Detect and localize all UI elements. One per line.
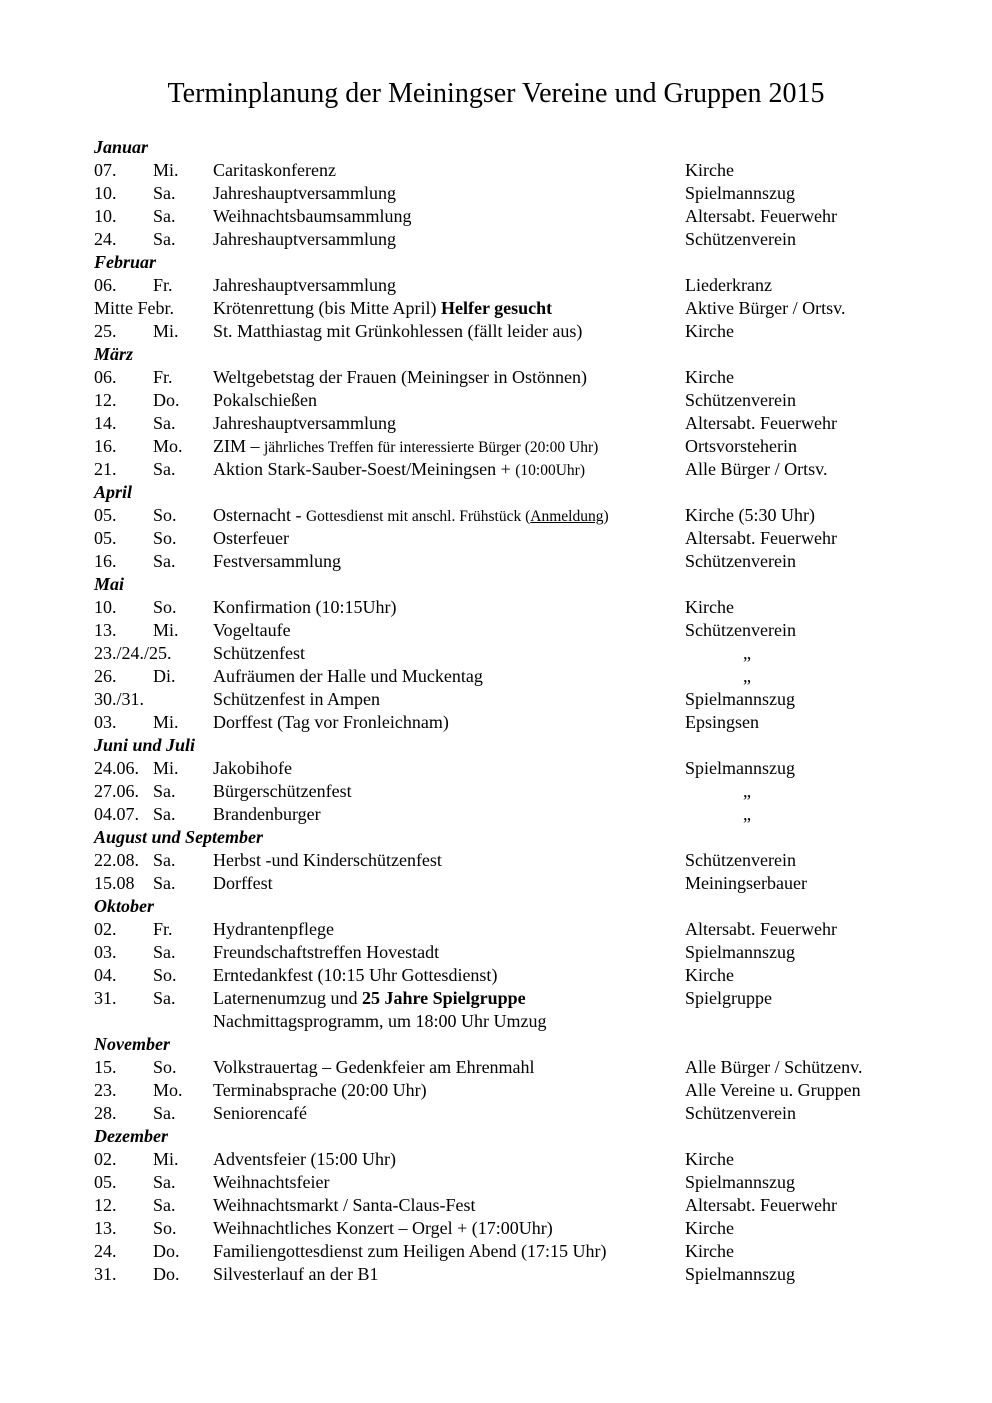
- event-organizer: Alle Vereine u. Gruppen: [685, 1080, 861, 1100]
- event-organizer: Altersabt. Feuerwehr: [685, 413, 837, 433]
- event-organizer: Kirche: [685, 1241, 734, 1261]
- event-text-segment: ): [603, 508, 609, 525]
- event-row: [94, 964, 974, 987]
- event-date: 16.: [94, 436, 117, 456]
- event-date: 15.: [94, 1057, 117, 1077]
- event-organizer: „: [743, 666, 751, 686]
- event-row: [94, 803, 974, 826]
- event-weekday: So.: [153, 1057, 177, 1077]
- event-organizer: „: [743, 643, 751, 663]
- month-heading: April: [94, 482, 133, 502]
- event-row: [94, 504, 974, 527]
- event-text-segment: Weihnachtliches Konzert – Orgel + (17:00Uhr): [213, 1218, 553, 1238]
- event-description: [213, 711, 449, 734]
- event-date: 12.: [94, 390, 117, 410]
- event-row: [94, 389, 974, 412]
- event-row: [94, 550, 974, 573]
- event-text-segment: Konfirmation (10:15Uhr): [213, 597, 397, 617]
- event-weekday: Sa.: [153, 229, 176, 249]
- month-heading: Mai: [94, 574, 125, 594]
- event-text-segment: Jahreshauptversammlung: [213, 275, 396, 295]
- event-text-segment: Adventsfeier (15:00 Uhr): [213, 1149, 396, 1169]
- event-description: [213, 1240, 606, 1263]
- event-weekday: Di.: [153, 666, 176, 686]
- event-text-segment: Gottesdienst mit anschl. Frühstück (: [305, 508, 531, 525]
- event-text-segment: Familiengottesdienst zum Heiligen Abend (17:15 Uhr): [213, 1241, 607, 1261]
- event-text-segment: Anmeldung: [530, 508, 604, 525]
- event-organizer: Liederkranz: [685, 275, 772, 295]
- event-organizer: Kirche: [685, 1218, 734, 1238]
- event-organizer: Spielgruppe: [685, 988, 772, 1008]
- event-weekday: Mi.: [153, 620, 179, 640]
- event-weekday: Fr.: [153, 367, 173, 387]
- event-weekday: Sa.: [153, 1103, 176, 1123]
- event-date: 27.06.: [94, 781, 139, 801]
- event-weekday: So.: [153, 528, 177, 548]
- event-date: 05.: [94, 505, 117, 525]
- event-description: [213, 504, 609, 528]
- event-weekday: Sa.: [153, 551, 176, 571]
- event-weekday: Do.: [153, 1264, 180, 1284]
- event-description: [213, 182, 396, 205]
- event-text-segment: Dorffest: [213, 873, 273, 893]
- event-row: [94, 435, 974, 458]
- event-organizer: Altersabt. Feuerwehr: [685, 206, 837, 226]
- event-description: [213, 366, 587, 389]
- event-description: [213, 435, 598, 459]
- event-description: [213, 642, 305, 665]
- event-date: 05.: [94, 1172, 117, 1192]
- event-description: [213, 320, 582, 343]
- event-text-segment: Nachmittagsprogramm, um 18:00 Uhr Umzug: [213, 1011, 547, 1031]
- event-text-segment: Schützenfest in Ampen: [213, 689, 380, 709]
- event-description: [213, 688, 380, 711]
- event-date: 07.: [94, 160, 117, 180]
- event-description: [213, 274, 396, 297]
- event-date: 24.06.: [94, 758, 139, 778]
- event-description: [213, 619, 291, 642]
- month-heading: August und September: [94, 827, 264, 847]
- event-description: [213, 803, 321, 826]
- event-row: [94, 918, 974, 941]
- event-text-segment: Osternacht -: [213, 505, 306, 525]
- event-organizer: Kirche (5:30 Uhr): [685, 505, 815, 525]
- event-organizer: Spielmannszug: [685, 183, 795, 203]
- month-heading: Juni und Juli: [94, 735, 196, 755]
- event-text-segment: Krötenrettung (bis Mitte April): [213, 298, 441, 318]
- event-description: [213, 527, 289, 550]
- event-organizer: Spielmannszug: [685, 1172, 795, 1192]
- month-heading: März: [94, 344, 134, 364]
- event-description: [213, 389, 317, 412]
- event-row: [94, 596, 974, 619]
- event-row: [94, 1148, 974, 1171]
- event-date: 21.: [94, 459, 117, 479]
- event-weekday: Sa.: [153, 1172, 176, 1192]
- event-weekday: So.: [153, 597, 177, 617]
- event-date: 28.: [94, 1103, 117, 1123]
- event-description: [213, 757, 292, 780]
- event-row: [94, 412, 974, 435]
- event-weekday: Sa.: [153, 942, 176, 962]
- month-heading: November: [94, 1034, 170, 1054]
- event-description: [213, 1148, 396, 1171]
- event-weekday: Fr.: [153, 275, 173, 295]
- event-organizer: Kirche: [685, 1149, 734, 1169]
- event-organizer: Kirche: [685, 321, 734, 341]
- event-organizer: Alle Bürger / Schützenv.: [685, 1057, 863, 1077]
- event-weekday: Mi.: [153, 321, 179, 341]
- event-organizer: Epsingsen: [685, 712, 759, 732]
- event-organizer: Spielmannszug: [685, 689, 795, 709]
- event-description: [213, 941, 439, 964]
- event-row: [94, 366, 974, 389]
- event-description: [213, 550, 341, 573]
- event-text-segment: (10:00Uhr): [515, 462, 586, 479]
- event-text-segment: ZIM –: [213, 436, 264, 456]
- event-row: [94, 619, 974, 642]
- event-text-segment: Brandenburger: [213, 804, 321, 824]
- schedule-list: [94, 136, 974, 1286]
- event-date: 23.: [94, 1080, 117, 1100]
- event-row: [94, 1056, 974, 1079]
- event-organizer: Kirche: [685, 367, 734, 387]
- event-date: 13.: [94, 1218, 117, 1238]
- event-row: [94, 688, 974, 711]
- event-description: [213, 665, 483, 688]
- event-row: [94, 1194, 974, 1217]
- event-weekday: Do.: [153, 390, 180, 410]
- event-text-segment: Helfer gesucht: [440, 298, 553, 318]
- event-description: [213, 918, 334, 941]
- event-date: 26.: [94, 666, 117, 686]
- event-description: [213, 1171, 330, 1194]
- event-text-segment: Pokalschießen: [213, 390, 317, 410]
- event-organizer: Spielmannszug: [685, 942, 795, 962]
- event-text-segment: Volkstrauertag – Gedenkfeier am Ehrenmahl: [213, 1057, 535, 1077]
- event-organizer: Schützenverein: [685, 620, 796, 640]
- event-organizer: Schützenverein: [685, 850, 796, 870]
- event-text-segment: Freundschaftstreffen Hovestadt: [213, 942, 440, 962]
- event-weekday: So.: [153, 965, 177, 985]
- event-text-segment: Jakobihofe: [213, 758, 292, 778]
- event-text-segment: 25 Jahre Spielgruppe: [361, 988, 526, 1008]
- event-row: [94, 1010, 974, 1033]
- event-description: [213, 964, 497, 987]
- event-row: [94, 458, 974, 481]
- event-text-segment: Seniorencafé: [213, 1103, 307, 1123]
- event-date: 30./31.: [94, 689, 145, 709]
- event-date: 25.: [94, 321, 117, 341]
- event-row: [94, 987, 974, 1010]
- event-text-segment: Bürgerschützenfest: [213, 781, 352, 801]
- event-date: 23./24./25.: [94, 643, 172, 663]
- event-weekday: Sa.: [153, 873, 176, 893]
- event-text-segment: Festversammlung: [213, 551, 341, 571]
- event-weekday: Sa.: [153, 1195, 176, 1215]
- event-row: [94, 1217, 974, 1240]
- event-weekday: Mi.: [153, 758, 179, 778]
- page-title: Terminplanung der Meiningser Vereine und Gruppen 2015: [167, 78, 825, 109]
- event-organizer: Aktive Bürger / Ortsv.: [685, 298, 846, 318]
- event-row: [94, 228, 974, 251]
- event-weekday: Mo.: [153, 436, 183, 456]
- event-description: [213, 205, 412, 228]
- event-date: 02.: [94, 919, 117, 939]
- event-row: [94, 274, 974, 297]
- event-text-segment: Weihnachtsfeier: [213, 1172, 330, 1192]
- event-text-segment: Terminabsprache (20:00 Uhr): [213, 1080, 427, 1100]
- event-organizer: Kirche: [685, 597, 734, 617]
- event-organizer: Schützenverein: [685, 1103, 796, 1123]
- event-text-segment: Laternenumzug und: [213, 988, 362, 1008]
- event-weekday: Mi.: [153, 712, 179, 732]
- event-text-segment: Aktion Stark-Sauber-Soest/Meiningsen +: [213, 459, 516, 479]
- event-date: 15.08: [94, 873, 135, 893]
- event-text-segment: Herbst -und Kinderschützenfest: [213, 850, 442, 870]
- event-description: [213, 872, 273, 895]
- event-row: [94, 297, 974, 320]
- event-description: [213, 1194, 476, 1217]
- event-weekday: Sa.: [153, 413, 176, 433]
- event-text-segment: Weihnachtsbaumsammlung: [213, 206, 412, 226]
- event-row: [94, 711, 974, 734]
- event-weekday: Do.: [153, 1241, 180, 1261]
- event-weekday: Sa.: [153, 781, 176, 801]
- event-weekday: So.: [153, 1218, 177, 1238]
- event-text-segment: Jahreshauptversammlung: [213, 229, 396, 249]
- event-date: 04.: [94, 965, 117, 985]
- event-date: 10.: [94, 206, 117, 226]
- event-text-segment: Aufräumen der Halle und Muckentag: [213, 666, 483, 686]
- event-text-segment: Jahreshauptversammlung: [213, 413, 396, 433]
- event-date: 03.: [94, 942, 117, 962]
- event-organizer: Alle Bürger / Ortsv.: [685, 459, 828, 479]
- event-row: [94, 159, 974, 182]
- event-description: [213, 297, 552, 320]
- event-description: [213, 1056, 535, 1079]
- event-weekday: Sa.: [153, 850, 176, 870]
- event-date: 10.: [94, 597, 117, 617]
- event-weekday: Sa.: [153, 459, 176, 479]
- event-date: 06.: [94, 275, 117, 295]
- event-description: [213, 458, 585, 482]
- event-date: Mitte Febr.: [94, 298, 174, 318]
- event-weekday: Fr.: [153, 919, 173, 939]
- event-description: [213, 1079, 427, 1102]
- event-description: [213, 1010, 546, 1033]
- event-organizer: Kirche: [685, 160, 734, 180]
- event-date: 02.: [94, 1149, 117, 1169]
- event-description: [213, 228, 396, 251]
- event-text-segment: Jahreshauptversammlung: [213, 183, 396, 203]
- event-organizer: Altersabt. Feuerwehr: [685, 919, 837, 939]
- event-row: [94, 1102, 974, 1125]
- event-text-segment: Erntedankfest (10:15 Uhr Gottesdienst): [213, 965, 498, 985]
- event-row: [94, 642, 974, 665]
- event-text-segment: jährliches Treffen für interessierte Bürger (20:00 Uhr): [264, 439, 599, 456]
- event-date: 22.08.: [94, 850, 139, 870]
- event-description: [213, 987, 526, 1010]
- event-text-segment: Weltgebetstag der Frauen (Meiningser in Ostönnen): [213, 367, 587, 387]
- event-organizer: Spielmannszug: [685, 758, 795, 778]
- event-date: 12.: [94, 1195, 117, 1215]
- event-weekday: So.: [153, 505, 177, 525]
- event-date: 14.: [94, 413, 117, 433]
- event-text-segment: Weihnachtsmarkt / Santa-Claus-Fest: [213, 1195, 476, 1215]
- event-row: [94, 665, 974, 688]
- event-description: [213, 780, 352, 803]
- event-weekday: Mi.: [153, 160, 179, 180]
- event-organizer: Schützenverein: [685, 229, 796, 249]
- event-text-segment: Hydrantenpflege: [213, 919, 334, 939]
- event-text-segment: Osterfeuer: [213, 528, 289, 548]
- event-organizer: „: [743, 804, 751, 824]
- event-description: [213, 849, 442, 872]
- event-row: [94, 1240, 974, 1263]
- event-description: [213, 412, 396, 435]
- event-organizer: Altersabt. Feuerwehr: [685, 1195, 837, 1215]
- event-date: 31.: [94, 1264, 117, 1284]
- event-row: [94, 941, 974, 964]
- event-date: 31.: [94, 988, 117, 1008]
- event-date: 16.: [94, 551, 117, 571]
- event-date: 04.07.: [94, 804, 139, 824]
- event-weekday: Sa.: [153, 206, 176, 226]
- event-weekday: Sa.: [153, 183, 176, 203]
- event-organizer: Altersabt. Feuerwehr: [685, 528, 837, 548]
- event-date: 03.: [94, 712, 117, 732]
- event-row: [94, 320, 974, 343]
- event-description: [213, 1217, 553, 1240]
- event-organizer: Ortsvorsteherin: [685, 436, 797, 456]
- event-row: [94, 780, 974, 803]
- event-organizer: Kirche: [685, 965, 734, 985]
- event-text-segment: Silvesterlauf an der B1: [213, 1264, 379, 1284]
- month-heading: Januar: [94, 137, 149, 157]
- event-description: [213, 596, 396, 619]
- event-date: 06.: [94, 367, 117, 387]
- month-heading: Dezember: [94, 1126, 168, 1146]
- event-text-segment: Caritaskonferenz: [213, 160, 336, 180]
- event-date: 10.: [94, 183, 117, 203]
- event-description: [213, 1263, 378, 1286]
- event-weekday: Mo.: [153, 1080, 183, 1100]
- event-text-segment: Schützenfest: [213, 643, 305, 663]
- event-weekday: Sa.: [153, 988, 176, 1008]
- event-row: [94, 1171, 974, 1194]
- event-row: [94, 872, 974, 895]
- month-heading: Februar: [94, 252, 157, 272]
- event-organizer: Schützenverein: [685, 390, 796, 410]
- event-organizer: „: [743, 781, 751, 801]
- event-description: [213, 1102, 307, 1125]
- event-organizer: Spielmannszug: [685, 1264, 795, 1284]
- event-date: 13.: [94, 620, 117, 640]
- event-text-segment: Dorffest (Tag vor Fronleichnam): [213, 712, 449, 732]
- event-row: [94, 182, 974, 205]
- event-organizer: Meiningserbauer: [685, 873, 807, 893]
- event-weekday: Mi.: [153, 1149, 179, 1169]
- month-heading: Oktober: [94, 896, 154, 916]
- event-row: [94, 1263, 974, 1286]
- event-row: [94, 849, 974, 872]
- event-text-segment: Vogeltaufe: [213, 620, 291, 640]
- event-row: [94, 205, 974, 228]
- event-row: [94, 527, 974, 550]
- event-weekday: Sa.: [153, 804, 176, 824]
- event-text-segment: St. Matthiastag mit Grünkohlessen (fällt leider aus): [213, 321, 583, 341]
- event-description: [213, 159, 336, 182]
- event-date: 24.: [94, 229, 117, 249]
- event-row: [94, 757, 974, 780]
- event-date: 05.: [94, 528, 117, 548]
- event-organizer: Schützenverein: [685, 551, 796, 571]
- event-row: [94, 1079, 974, 1102]
- event-date: 24.: [94, 1241, 117, 1261]
